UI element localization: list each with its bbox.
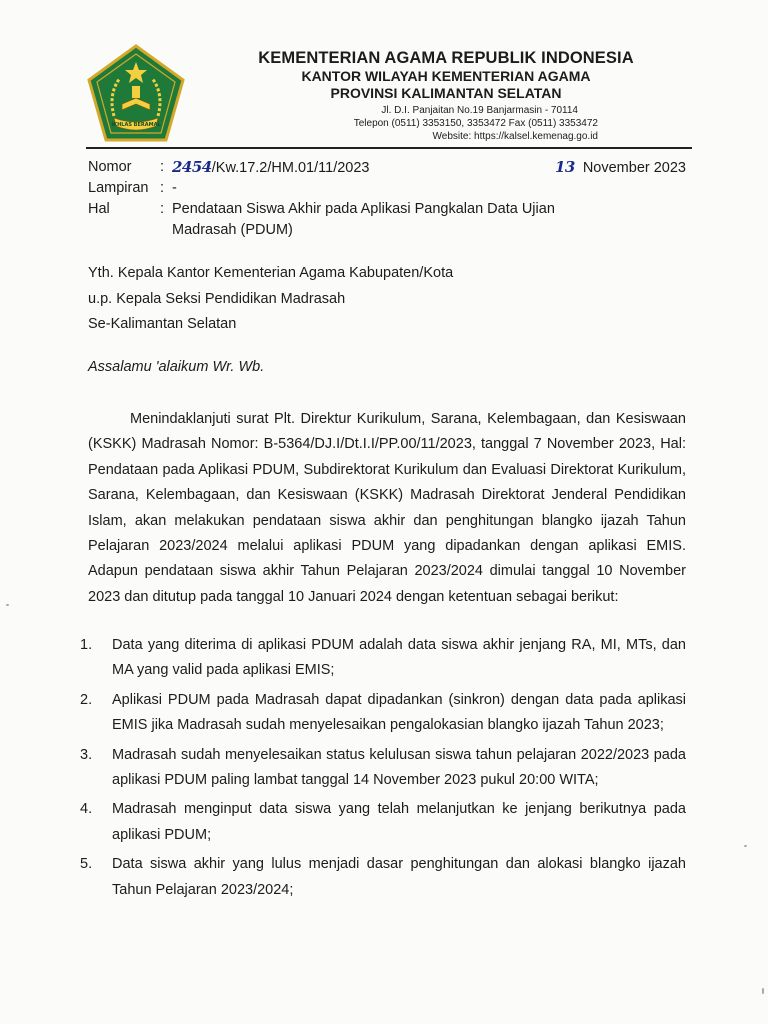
nomor-row [88,157,688,178]
letterhead-text [196,40,696,143]
office-address: Jl. D.I. Panjaitan No.19 Banjarmasin - 70114 [381,105,578,116]
date-handwritten: 13 [554,158,575,176]
lampiran-value: - [172,180,177,196]
list-item [80,743,686,794]
addressee-line-1: Yth. Kepala Kantor Kementerian Agama Kabupaten/Kota [88,265,454,281]
list-item-text: Data siswa akhir yang lulus menjadi dasar penghitungan dan alokasi blangko ijazah Tahun Pelajaran 2023/2024; [112,856,686,898]
letterhead-divider [86,147,692,149]
ministry-name: KEMENTERIAN AGAMA REPUBLIK INDONESIA [258,49,634,67]
letter-date [555,157,686,179]
list-item-text: Madrasah menginput data siswa yang telah melanjutkan ke jenjang berikutnya pada aplikasi PDUM; [112,801,686,843]
list-item-number: 3. [80,746,93,763]
kemenag-logo-icon [86,44,186,144]
hal-colon: : [160,201,165,217]
province-name: PROVINSI KALIMANTAN SELATAN [330,85,562,101]
office-name: KANTOR WILAYAH KEMENTERIAN AGAMA [301,68,591,84]
list-item-text: Data yang diterima di aplikasi PDUM adalah data siswa akhir jenjang RA, MI, MTs, dan MA yang valid pada aplikasi EMIS; [112,637,686,679]
office-phone: Telepon (0511) 3353150, 3353472 Fax (0511) 3353472 [353,118,598,129]
list-item [80,688,686,739]
list-item [80,797,686,848]
list-item-number: 5. [80,856,93,873]
hal-label: Hal [88,201,110,217]
list-item-number: 4. [80,801,93,818]
hal-value: Pendataan Siswa Akhir pada Aplikasi Pangkalan Data Ujian Madrasah (PDUM) [172,201,555,238]
lampiran-label: Lampiran [88,180,149,196]
list-item-number: 2. [80,691,93,708]
date-month-year: November 2023 [582,160,686,176]
nomor-colon: : [160,159,165,175]
list-item-number: 1. [80,637,93,653]
list-item [80,852,686,903]
provisions-list [80,633,686,907]
nomor-value [172,157,369,179]
body-text [88,407,686,610]
body-paragraph: Menindaklanjuti surat Plt. Direktur Kurikulum, Sarana, Kelembagaan, dan Kesiswaan (KSKK) Madrasah Nomor: B-5364/DJ.I/Dt.I.I/PP.00/11/2023, tanggal 7 November 2023, Hal: Pendataan pada Aplikasi PDUM, Subdirektorat Kurikulum dan Evaluasi Direktorat Kurikulum, Sarana, Kelembagaan, dan Kesiswaan (KSKK) Madrasah Direktorat Jenderal Pendidikan Islam, akan melakukan pendataan siswa akhir dan penghitungan blangko ijazah Tahun Pelajaran 2023/2024 melalui aplikasi PDUM yang dipadankan dengan aplikasi EMIS. Adapun pendataan siswa akhir Tahun Pelajaran 2023/2024 dimulai tanggal 10 November 2023 dan ditutup pada tanggal 10 Januari 2024 dengan ketentuan sebagai berikut: [88,411,686,605]
nomor-label: Nomor [88,159,132,175]
reference-block [88,157,688,245]
lampiran-row [88,178,688,199]
logo-motto-text: IKHLAS BERAMAL [111,122,161,128]
letterhead [84,40,694,150]
nomor-suffix: /Kw.17.2/HM.01/11/2023 [211,160,370,176]
scan-speck [6,604,9,606]
addressee-line-3: Se-Kalimantan Selatan [88,316,237,332]
addressee-line-2: u.p. Kepala Seksi Pendidikan Madrasah [88,290,346,307]
nomor-handwritten: 2454 [172,158,212,176]
list-item-text: Aplikasi PDUM pada Madrasah dapat dipadankan (sinkron) dengan data pada aplikasi EMIS jika Madrasah sudah menyelesaikan pengalokasian blangko ijazah Tahun 2023; [112,691,686,734]
list-item-text: Madrasah sudah menyelesaikan status kelulusan siswa tahun pelajaran 2022/2023 pada aplikasi PDUM paling lambat tanggal 14 November 2023 pukul 20:00 WITA; [112,746,686,789]
lampiran-colon: : [160,180,165,196]
office-website: Website: https://kalsel.kemenag.go.id [432,131,598,142]
list-item [80,633,686,684]
scan-speck [744,845,747,847]
scan-speck [762,988,764,994]
hal-row [88,199,688,245]
addressee-block [88,261,688,338]
greeting: Assalamu 'alaikum Wr. Wb. [88,359,265,375]
